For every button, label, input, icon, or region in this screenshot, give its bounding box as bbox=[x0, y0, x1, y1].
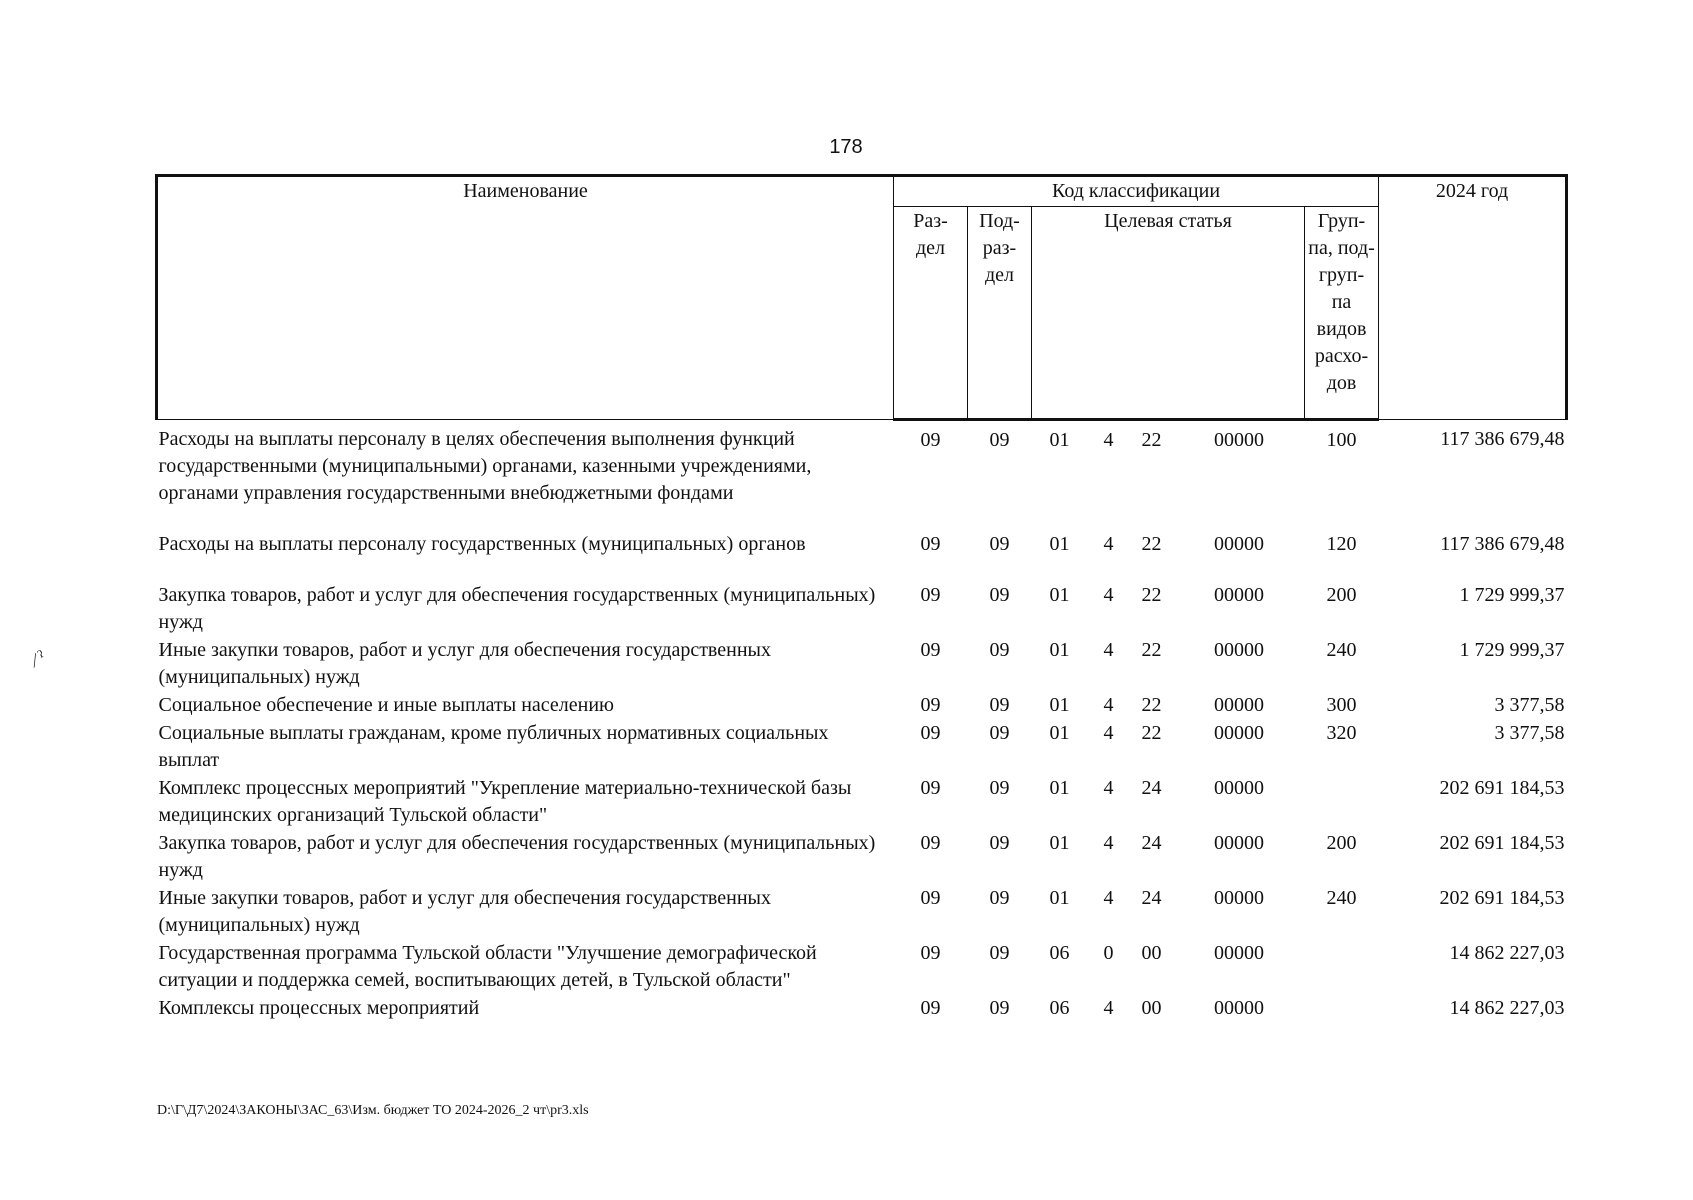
cell-expense-group: 300 bbox=[1326, 694, 1357, 716]
cell-section: 09 bbox=[920, 942, 941, 964]
cell-amount: 3 377,58 bbox=[1494, 722, 1565, 744]
cell-subsection: 09 bbox=[989, 832, 1010, 854]
margin-mark: ⁄ ˀ bbox=[28, 646, 49, 670]
cell-type: 4 bbox=[1103, 584, 1114, 606]
cell-section: 09 bbox=[920, 777, 941, 799]
cell-program: 01 bbox=[1049, 722, 1070, 744]
cell-direction: 00000 bbox=[1214, 832, 1264, 854]
cell-section: 09 bbox=[920, 887, 941, 909]
cell-subprogram: 22 bbox=[1141, 694, 1162, 716]
cell-amount: 1 729 999,37 bbox=[1459, 639, 1565, 661]
table-row bbox=[157, 885, 1567, 940]
cell-type: 4 bbox=[1103, 997, 1114, 1019]
cell-subsection: 09 bbox=[989, 584, 1010, 606]
cell-subprogram: 24 bbox=[1141, 777, 1162, 799]
cell-type: 0 bbox=[1103, 942, 1114, 964]
cell-name: Расходы на выплаты персоналу в целях обеспечения выполнения функций государственными (муниципальными) органами, казенными учреждениями, органами управления государственными внебюджетными фондами bbox=[158, 428, 812, 504]
cell-amount: 3 377,58 bbox=[1494, 694, 1565, 716]
cell-subprogram: 24 bbox=[1141, 887, 1162, 909]
cell-section: 09 bbox=[920, 997, 941, 1019]
cell-program: 06 bbox=[1049, 997, 1070, 1019]
cell-expense-group: 200 bbox=[1326, 832, 1357, 854]
cell-amount: 202 691 184,53 bbox=[1439, 777, 1565, 799]
cell-direction: 00000 bbox=[1214, 887, 1264, 909]
cell-name: Социальные выплаты гражданам, кроме публичных нормативных социальных выплат bbox=[158, 722, 829, 771]
table-row bbox=[157, 775, 1567, 830]
header-classification: Код классификации bbox=[894, 176, 1379, 207]
cell-expense-group bbox=[1305, 940, 1379, 995]
cell-section: 09 bbox=[920, 694, 941, 716]
header-name: Наименование bbox=[157, 176, 894, 420]
cell-program: 01 bbox=[1049, 777, 1070, 799]
cell-name: Расходы на выплаты персоналу государственных (муниципальных) органов bbox=[158, 533, 806, 555]
cell-amount: 202 691 184,53 bbox=[1439, 887, 1565, 909]
cell-expense-group: 120 bbox=[1326, 533, 1357, 555]
cell-expense-group: 200 bbox=[1326, 584, 1357, 606]
cell-expense-group: 100 bbox=[1326, 429, 1357, 451]
table-row bbox=[157, 637, 1567, 692]
cell-subprogram: 00 bbox=[1141, 997, 1162, 1019]
cell-program: 01 bbox=[1049, 533, 1070, 555]
table-header bbox=[157, 176, 1567, 420]
cell-expense-group: 320 bbox=[1326, 722, 1357, 744]
cell-type: 4 bbox=[1103, 832, 1114, 854]
cell-section: 09 bbox=[920, 584, 941, 606]
cell-section: 09 bbox=[920, 832, 941, 854]
cell-subsection: 09 bbox=[989, 533, 1010, 555]
cell-name: Закупка товаров, работ и услуг для обеспечения государственных (муниципальных) нужд bbox=[158, 584, 876, 633]
cell-subsection: 09 bbox=[989, 777, 1010, 799]
cell-direction: 00000 bbox=[1214, 997, 1264, 1019]
cell-name: Комплекс процессных мероприятий "Укрепление материально-технической базы медицинских организаций Тульской области" bbox=[158, 777, 852, 826]
cell-type: 4 bbox=[1103, 639, 1114, 661]
cell-section: 09 bbox=[920, 639, 941, 661]
cell-direction: 00000 bbox=[1214, 429, 1264, 451]
cell-program: 01 bbox=[1049, 694, 1070, 716]
table-row bbox=[157, 830, 1567, 885]
table-row bbox=[157, 582, 1567, 637]
cell-type: 4 bbox=[1103, 777, 1114, 799]
cell-direction: 00000 bbox=[1214, 533, 1264, 555]
cell-program: 01 bbox=[1049, 832, 1070, 854]
cell-direction: 00000 bbox=[1214, 942, 1264, 964]
cell-section: 09 bbox=[920, 722, 941, 744]
table-row bbox=[157, 420, 1567, 532]
cell-amount: 14 862 227,03 bbox=[1449, 942, 1565, 964]
cell-amount: 117 386 679,48 bbox=[1440, 428, 1565, 450]
cell-type: 4 bbox=[1103, 694, 1114, 716]
cell-subsection: 09 bbox=[989, 722, 1010, 744]
cell-direction: 00000 bbox=[1214, 694, 1264, 716]
cell-subsection: 09 bbox=[989, 887, 1010, 909]
cell-type: 4 bbox=[1103, 887, 1114, 909]
header-subsection: Под- раз- дел bbox=[968, 207, 1032, 420]
cell-subprogram: 22 bbox=[1141, 639, 1162, 661]
cell-subsection: 09 bbox=[989, 694, 1010, 716]
cell-expense-group bbox=[1305, 775, 1379, 830]
cell-program: 01 bbox=[1049, 887, 1070, 909]
table-row bbox=[157, 940, 1567, 995]
cell-direction: 00000 bbox=[1214, 584, 1264, 606]
cell-subsection: 09 bbox=[989, 429, 1010, 451]
file-path-footer: D:\Г\Д7\2024\ЗАКОНЫ\ЗАС_63\Изм. бюджет ТО 2024-2026_2 чт\pr3.xls bbox=[157, 1103, 589, 1118]
budget-table bbox=[155, 174, 1568, 1023]
cell-subsection: 09 bbox=[989, 997, 1010, 1019]
cell-type: 4 bbox=[1103, 429, 1114, 451]
cell-subprogram: 22 bbox=[1141, 722, 1162, 744]
table-row bbox=[157, 995, 1567, 1023]
cell-program: 01 bbox=[1049, 429, 1070, 451]
header-section: Раз- дел bbox=[894, 207, 968, 420]
cell-amount: 14 862 227,03 bbox=[1449, 997, 1565, 1019]
cell-expense-group: 240 bbox=[1326, 639, 1357, 661]
header-target-article: Целевая статья bbox=[1032, 207, 1305, 420]
cell-direction: 00000 bbox=[1214, 777, 1264, 799]
cell-amount: 202 691 184,53 bbox=[1439, 832, 1565, 854]
cell-name: Социальное обеспечение и иные выплаты населению bbox=[158, 694, 614, 716]
cell-name: Иные закупки товаров, работ и услуг для обеспечения государственных (муниципальных) нужд bbox=[158, 887, 771, 936]
cell-program: 06 bbox=[1049, 942, 1070, 964]
page-number: 178 bbox=[829, 136, 863, 158]
cell-program: 01 bbox=[1049, 639, 1070, 661]
cell-name: Закупка товаров, работ и услуг для обеспечения государственных (муниципальных) нужд bbox=[158, 832, 876, 881]
cell-amount: 1 729 999,37 bbox=[1459, 584, 1565, 606]
cell-name: Государственная программа Тульской области "Улучшение демографической ситуации и поддержка семей, воспитывающих детей, в Тульской области" bbox=[158, 942, 817, 991]
cell-direction: 00000 bbox=[1214, 722, 1264, 744]
cell-section: 09 bbox=[920, 429, 941, 451]
cell-subsection: 09 bbox=[989, 942, 1010, 964]
cell-direction: 00000 bbox=[1214, 639, 1264, 661]
table-row bbox=[157, 692, 1567, 720]
cell-expense-group bbox=[1305, 995, 1379, 1023]
cell-expense-group: 240 bbox=[1326, 887, 1357, 909]
table-row bbox=[157, 720, 1567, 775]
cell-name: Комплексы процессных мероприятий bbox=[158, 997, 480, 1019]
cell-type: 4 bbox=[1103, 722, 1114, 744]
cell-subprogram: 22 bbox=[1141, 429, 1162, 451]
cell-program: 01 bbox=[1049, 584, 1070, 606]
cell-subprogram: 22 bbox=[1141, 533, 1162, 555]
cell-amount: 117 386 679,48 bbox=[1440, 533, 1565, 555]
cell-name: Иные закупки товаров, работ и услуг для обеспечения государственных (муниципальных) нужд bbox=[158, 639, 771, 688]
cell-subprogram: 24 bbox=[1141, 832, 1162, 854]
table-body bbox=[157, 420, 1567, 1024]
cell-subprogram: 00 bbox=[1141, 942, 1162, 964]
header-year: 2024 год bbox=[1379, 176, 1567, 420]
cell-section: 09 bbox=[920, 533, 941, 555]
header-expense-group: Груп- па, под- груп- па видов расхо- дов bbox=[1305, 207, 1379, 420]
cell-subprogram: 22 bbox=[1141, 584, 1162, 606]
cell-type: 4 bbox=[1103, 533, 1114, 555]
cell-subsection: 09 bbox=[989, 639, 1010, 661]
table-row bbox=[157, 531, 1567, 582]
